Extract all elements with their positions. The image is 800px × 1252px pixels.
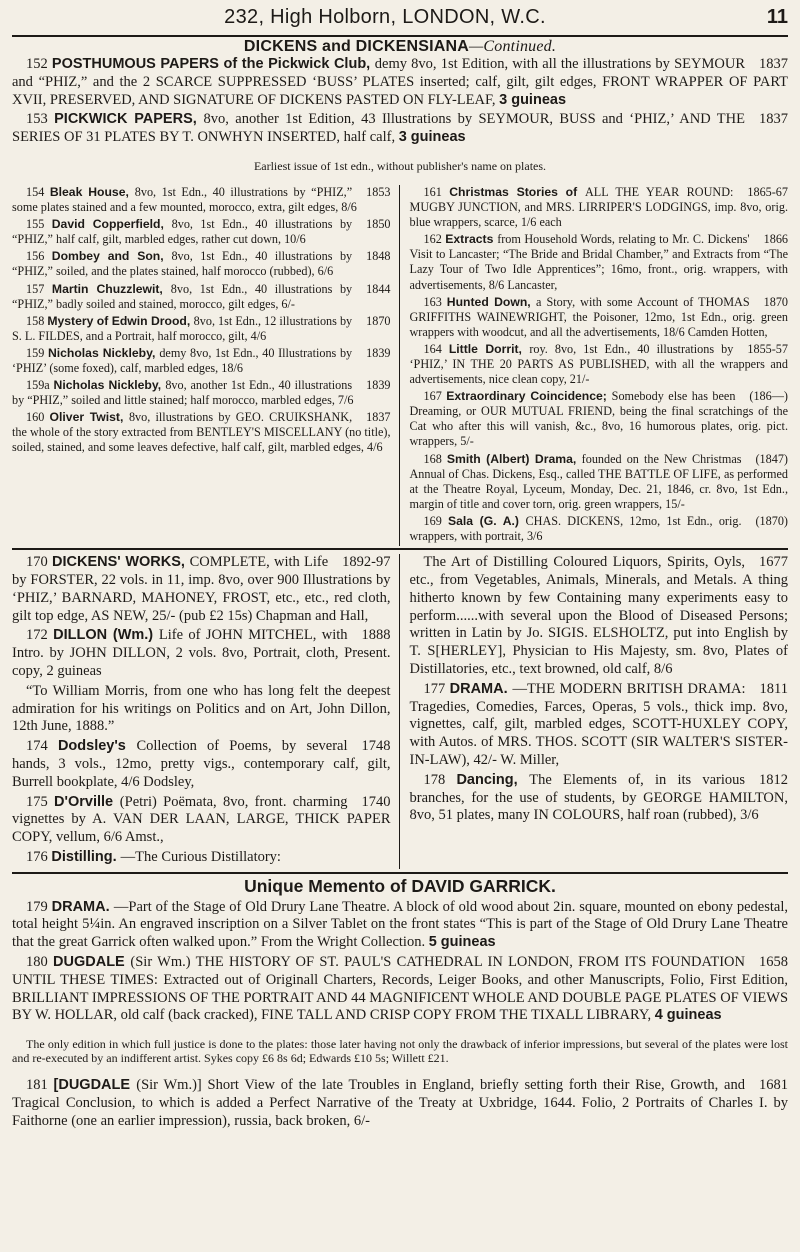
lot-date: 1812 — [759, 771, 788, 788]
lot-entry — [12, 738, 391, 791]
lot-description: demy 8vo, 1st Edition, with all the illustrations by SEYMOUR and “PHIZ,” and the 2 SCARCE SUPPRESSED ‘BUSS’ PLATES inserted; calf, gilt, gilt edges, FRONT WRAPPER OF PART XVII, PRESERVED, AND SIGNATURE OF DICKENS PASTED ON FLY-LEAF, — [12, 56, 788, 108]
lot-title: Sala (G. A.) — [448, 513, 526, 528]
lot-price: 3 guineas — [499, 91, 567, 108]
section-title-text: DICKENS and DICKENSIANA — [243, 38, 469, 55]
lot-entry — [12, 346, 391, 376]
lot-title: Dodsley's — [57, 738, 137, 755]
lot-description: —Part of the Stage of Old Drury Lane Theatre. A block of old wood about 2in. square, mounted on ebony pedestal, total height 5¼in. An engraved inscription on a Silver Tablet on the front states “This is part of the Stage of Old Drury Lane Theatre that the great Garrick often walked upon.” From the Wright Collection. — [12, 898, 789, 951]
lot-number: 163 — [423, 294, 447, 309]
lot-number: 176 — [26, 848, 52, 865]
lot-description: Somebody else has been Dreaming, or OUR MUTUAL FRIEND, being the final scratchings of the Cat who after this will vanish, &c., 8vo, 16 humorous plates, orig. pict. wrappers, 5/- — [409, 389, 788, 449]
catalogue-page — [12, 6, 788, 1133]
lot-number: 156 — [26, 249, 52, 264]
bottom-lots — [12, 899, 788, 1131]
lot-description: 8vo, 1st Edn., 12 illustrations by S. L. FILDES, and a Portrait, half morocco, gilt, 4/6 — [12, 313, 353, 343]
lot-entry — [12, 683, 391, 736]
lot-number: 153 — [26, 111, 55, 128]
lot-number: 160 — [26, 410, 50, 425]
lot-number: 161 — [423, 184, 450, 199]
lot-description: 8vo, 1st Edn., 40 illustrations by “PHIZ,” badly soiled and stained, morocco, gilt edges, 6/- — [12, 281, 353, 311]
lot-title: Bleak House, — [49, 184, 135, 199]
lot-entry — [410, 295, 789, 340]
lot-entry — [12, 185, 391, 215]
lot-title: Extracts — [445, 232, 498, 247]
lot-date: 1865-67 — [747, 184, 788, 199]
two-column-block-2 — [12, 548, 788, 869]
lot-title: David Copperfield, — [51, 217, 172, 232]
top-lots — [12, 56, 788, 173]
lot-description: ALL THE YEAR ROUND: MUGBY JUNCTION, and MRS. LIRRIPER'S LODGINGS, imp. 8vo, orig. blue wrappers, scarce, 1/6 each — [409, 184, 788, 230]
lot-number: 174 — [26, 738, 58, 755]
lot-description: —The Curious Distillatory: — [120, 848, 281, 865]
lot-date: 1748 — [361, 738, 391, 755]
lot-price: 5 guineas — [428, 934, 496, 951]
lot-entry — [410, 554, 789, 679]
lot-number: 159a — [26, 378, 54, 393]
lot-description: (Sir Wm.) THE HISTORY OF ST. PAUL'S CATHEDRAL IN LONDON, FROM ITS FOUNDATION UNTIL THESE TIMES: Extracted out of Originall Charters, Records, Leiger Books, and other Manuscripts, Folio, First Edition, BRILLIANT IMPRESSIONS OF THE PORTRAIT AND 44 MAGNIFICENT WHOLE AND DOUBLE PAGE PLATES OF VIEWS BY W. HOLLAR, old calf (back cracked), FINE TALL AND CRISP COPY FROM THE TIXALL LIBRARY, — [12, 954, 789, 1024]
lot-price: 3 guineas — [398, 129, 466, 146]
lot-description: —THE MODERN BRITISH DRAMA: Tragedies, Comedies, Farces, Operas, 5 vols., thick imp. 8vo, vignettes, calf, gilt, marbled edges, SCOTT-HUXLEY COPY, with Autos. of MRS. THOS. SCOTT (SIR WALTER'S SISTER-IN-LAW), 42/- W. Miller, — [409, 680, 788, 768]
lot-date: 1892-97 — [342, 554, 391, 571]
lot-date: 1870 — [763, 294, 788, 309]
lot-title: Nicholas Nickleby, — [47, 345, 160, 360]
lot-entry — [12, 249, 391, 279]
lot-entry — [410, 452, 789, 512]
memento-heading: Unique Memento of DAVID GARRICK. — [12, 872, 788, 897]
lot-entry — [410, 342, 789, 387]
lot-entry — [12, 899, 788, 952]
lot-title: Martin Chuzzlewit, — [51, 281, 171, 296]
lot-title: Mystery of Edwin Drood, — [47, 313, 194, 328]
lot-title: DILLON (Wm.) — [53, 627, 159, 644]
lot-number: 175 — [26, 793, 55, 810]
lot-number: 170 — [26, 554, 52, 571]
lot-date: 1848 — [366, 249, 391, 264]
lot-date: 1844 — [366, 281, 391, 296]
lot-entry — [410, 389, 789, 449]
lot-entry — [12, 378, 391, 408]
left-column-2 — [12, 554, 400, 869]
lot-number: 157 — [26, 281, 52, 296]
lot-description: 8vo, 1st Edn., 40 illustrations by “PHIZ,” half calf, gilt, marbled edges, rather cut down, 10/6 — [12, 217, 353, 247]
lot-description: 8vo, 1st Edn., 40 illustrations by “PHIZ,” some plates stained and a few mounted, morocco, extra, gilt edges, 8/6 — [12, 184, 357, 215]
lot-date: 1850 — [366, 217, 391, 232]
lot-description: The Elements of, in its various branches, for the use of students, by GEORGE HAMILTON, 8vo, 51 plates, many IN COLOURS, half roan (rubbed), 3/6 — [409, 771, 788, 824]
lot-date: 1837 — [366, 410, 391, 425]
lot-note: The only edition in which full justice is done to the plates: those later having not only the drawback of inferior impressions, but several of the plates were lost and re-executed by an indifferent artist. Sykes copy £6 8s 6d; Edwards £10 5s; Willett £21. — [12, 1037, 788, 1066]
lot-description: from Household Words, relating to Mr. C. Dickens' Visit to Lancaster; “The Bride and Bridal Chamber,” and Extracts from “The Lazy Tour of Two Idle Apprentices”; 16mo, front., orig. wrappers, with advertisements, 8/6 Lancaster, — [409, 232, 788, 292]
lot-title: Hunted Down, — [446, 294, 537, 309]
lot-number: 164 — [423, 341, 449, 356]
two-column-block-1 — [12, 185, 788, 546]
lot-number: 172 — [26, 627, 54, 644]
lot-title: Christmas Stories of — [449, 184, 585, 199]
lot-title: D'Orville — [54, 793, 120, 810]
left-column — [12, 185, 400, 546]
lot-title: DUGDALE — [53, 954, 131, 971]
lot-entry — [12, 217, 391, 247]
lot-date: 1740 — [361, 793, 391, 810]
lot-description: founded on the New Christmas Annual of Chas. Dickens, Esq., called THE BATTLE OF LIFE, as performed at the Theatre Royal, Lyceum, Monday, Dec. 21, 1846, cr. 8vo, 1st Edn., margin of title and cover torn, orig. green wrappers, 15/- — [409, 451, 788, 511]
lot-entry — [410, 232, 789, 292]
lot-date: 1681 — [759, 1077, 788, 1094]
header-rule — [12, 35, 788, 37]
lot-date: (186—) — [749, 389, 788, 404]
lot-entry — [12, 314, 391, 344]
lot-description: 8vo, another 1st Edition, 43 Illustrations by SEYMOUR, BUSS and ‘PHIZ,’ AND THE SERIES OF 31 PLATES BY T. ONWHYN INSERTED, half calf, — [12, 111, 745, 146]
section-title — [12, 38, 788, 56]
lot-number: 155 — [26, 217, 52, 232]
lot-number: 167 — [423, 389, 447, 404]
lot-date: 1853 — [366, 184, 391, 199]
lot-number: 162 — [423, 232, 446, 247]
lot-date: 1839 — [366, 345, 391, 360]
lot-title: POSTHUMOUS PAPERS of the Pickwick Club, — [51, 56, 375, 72]
lot-title: Distilling. — [51, 848, 121, 865]
lot-number: 158 — [26, 313, 48, 328]
lot-number: 179 — [26, 898, 52, 915]
lot-number: 152 — [26, 56, 52, 72]
lot-number: 159 — [26, 345, 48, 360]
lot-number: 177 — [423, 680, 450, 697]
lot-date: 1837 — [759, 56, 788, 72]
lot-entry — [12, 849, 391, 867]
section-continued: —Continued. — [468, 38, 557, 55]
lot-description: CHAS. DICKENS, 12mo, 1st Edn., orig. wrappers, with portrait, 3/6 — [409, 513, 742, 544]
lot-date: 1837 — [759, 111, 788, 128]
lot-date: (1870) — [755, 513, 788, 528]
lot-title: PICKWICK PAPERS, — [54, 111, 204, 128]
lot-description: COMPLETE, with Life by FORSTER, 22 vols. in 11, imp. 8vo, over 900 Illustrations by ‘PHIZ,’ BARNARD, MAHONEY, FROST, etc., etc., red cloth, gilt top edge, AS NEW, 25/- (pub £2 15s) Chapman and Hall, — [12, 554, 391, 624]
lot-date: 1677 — [759, 554, 788, 571]
lot-number: 154 — [26, 184, 50, 199]
lot-description: Life of JOHN MITCHEL, with Intro. by JOHN DILLON, 2 vols. 8vo, Portrait, cloth, Present. copy, 2 guineas — [12, 627, 391, 679]
lot-description: 8vo, another 1st Edn., 40 illustrations by “PHIZ,” soiled and little stained; half morocco, marbled edges, 7/6 — [12, 378, 354, 408]
page-header — [12, 6, 788, 32]
lot-description: roy. 8vo, 1st Edn., 40 illustrations by ‘PHIZ,’ IN THE 20 PARTS AS PUBLISHED, with all the wrappers and advertisements, nice clean copy, 21/- — [409, 341, 788, 387]
lot-title: Smith (Albert) Drama, — [446, 451, 582, 466]
lot-entry — [12, 282, 391, 312]
lot-title: Little Dorrit, — [448, 341, 530, 356]
lot-entry — [12, 111, 788, 147]
lot-description: 8vo, illustrations by GEO. CRUIKSHANK, the whole of the story extracted from BENTLEY'S MISCELLANY (no title), soiled, stained, and some leaves defective, half calf, gilt, marbled edges, 4/6 — [12, 410, 391, 455]
lot-date: 1658 — [759, 954, 788, 971]
lot-date: 1839 — [366, 378, 391, 393]
lot-date: 1811 — [759, 680, 788, 697]
lot-title: Oliver Twist, — [49, 410, 129, 425]
right-column — [410, 185, 789, 546]
lot-title: DICKENS' WORKS, — [52, 554, 190, 571]
lot-entry — [410, 514, 789, 544]
lot-description: The Art of Distilling Coloured Liquors, Spirits, Oyls, etc., from Vegetables, Animals, Minerals, and Metals. A thing hitherto known by few Containing many experiments easy to perform......with several upon the Blood of Diseased Persons; written in Latin by Jo. SIGIS. ELSHOLTZ, put into English by T. S[HERLEY], Physician to His Majesty, sm. 8vo, Plates of Distillatories, etc., text browned, old calf, 8/6 — [409, 554, 788, 677]
lot-date: 1855-57 — [747, 341, 788, 356]
lot-entry — [12, 627, 391, 680]
lot-date: 1866 — [763, 232, 788, 247]
lot-entry — [12, 954, 788, 1025]
lot-number: 180 — [26, 954, 54, 971]
right-column-2 — [410, 554, 789, 869]
lot-title: Nicholas Nickleby, — [53, 378, 166, 393]
lot-price: 4 guineas — [654, 1007, 722, 1024]
lot-title: Extraordinary Coincidence; — [446, 389, 612, 404]
lot-title: DRAMA. — [449, 680, 513, 697]
lot-entry — [410, 681, 789, 770]
lot-number: 169 — [423, 513, 449, 528]
lot-entry — [410, 185, 789, 230]
lot-date: 1870 — [366, 313, 391, 328]
lot-title: [DUGDALE — [53, 1077, 137, 1094]
lot-entry — [12, 554, 391, 625]
lot-number: 168 — [423, 451, 447, 466]
lot-number: 178 — [423, 771, 457, 788]
lot-description: (Petri) Poëmata, 8vo, front. charming vignettes by A. VAN DER LAAN, LARGE, THICK PAPER COPY, vellum, 6/6 Amst., — [12, 793, 391, 846]
lot-number: 181 — [26, 1077, 54, 1094]
lot-entry — [12, 410, 391, 455]
lot-title: DRAMA. — [51, 898, 114, 915]
lot-title: Dombey and Son, — [51, 249, 172, 264]
lot-description: demy 8vo, 1st Edn., 40 Illustrations by ‘PHIZ’ (some foxed), calf, marbled edges, 18/6 — [12, 345, 353, 376]
lot-title: Dancing, — [456, 771, 530, 788]
lot-date: 1888 — [361, 627, 391, 644]
lot-description: “To William Morris, from one who has long felt the deepest admiration for his writings on Politics and on Art, John Dillon, 12th June, 1888.” — [12, 682, 391, 735]
lot-entry — [410, 772, 789, 825]
lot-extra-note: Earliest issue of 1st edn., without publisher's name on plates. — [253, 158, 547, 173]
page-address: 232, High Holborn, LONDON, W.C. — [224, 6, 546, 28]
page-number: 11 — [766, 6, 788, 28]
lot-description: a Story, with some Account of THOMAS GRIFFITHS WAINEWRIGHT, the Poisoner, 12mo, 1st Edn., orig. green wrappers with woodcut, and all the advertisements, 18/6 Camden Hotten, — [409, 294, 788, 339]
lot-description: Collection of Poems, by several hands, 3 vols., 12mo, pretty vigs., contemporary calf, gilt, Burrell bookplate, 4/6 Dodsley, — [12, 738, 391, 790]
lot-date: (1847) — [755, 451, 788, 466]
lot-entry — [12, 1077, 788, 1130]
lot-entry — [12, 794, 391, 847]
lot-entry — [12, 56, 788, 109]
lot-description: (Sir Wm.)] Short View of the late Troubles in England, briefly setting forth their Rise, Growth, and Tragical Conclusion, to which is added a Perfect Narrative of the Treaty at Uxbridge, 1644. Folio, 2 Portraits of Charles I. by Faithorne (one an earlier impression), russia, back broken, 6/- — [12, 1077, 788, 1129]
lot-description: 8vo, 1st Edn., 40 illustrations by “PHIZ,” soiled, and the plates stained, half morocco (rubbed), 6/6 — [12, 249, 353, 279]
